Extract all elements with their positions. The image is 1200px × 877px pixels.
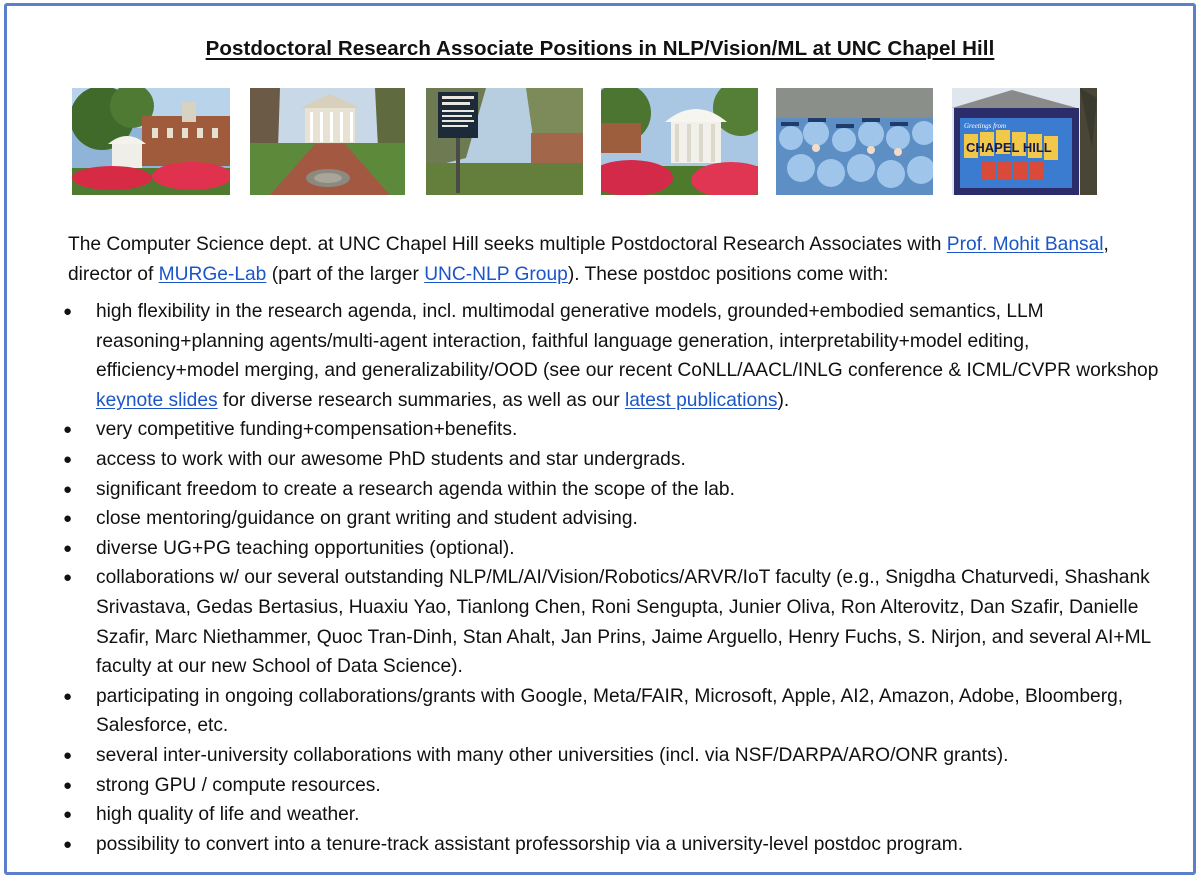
bullet-icon: ● — [63, 835, 73, 853]
bullet-text: high flexibility in the research agenda, incl. multimodal generative models, grounded+embodied semantics, LLM reasoning+planning agents/multi-agent interaction, faithful language generation, interpretability+model editing, efficiency+model merging, and generalizability/OOD (see our recent CoNLL/AACL/INLG conference & ICML/CVPR workshop — [96, 301, 1159, 382]
list-item — [61, 830, 1171, 860]
list-item — [61, 682, 1171, 741]
murge-lab-link[interactable]: MURGe-Lab — [158, 263, 267, 285]
bullet-icon: ● — [63, 303, 73, 320]
bullet-icon: ● — [63, 510, 73, 528]
bullet-text: for diverse research summaries, as well as our — [217, 389, 625, 411]
document-frame — [4, 3, 1196, 875]
bullet-text: strong GPU / compute resources. — [96, 774, 381, 796]
bullet-icon: ● — [63, 539, 73, 557]
list-item — [61, 445, 1171, 475]
bullet-icon: ● — [63, 687, 73, 705]
bullet-text: access to work with our awesome PhD students and star undergrads. — [96, 448, 686, 470]
greetings-mural-photo — [952, 88, 1097, 195]
bullet-text: participating in ongoing collaborations/grants with Google, Meta/FAIR, Microsoft, Apple, AI2, Amazon, Adobe, Bloomberg, Salesforce, etc. — [96, 685, 1124, 737]
intro-text-4: ). These postdoc positions come with: — [567, 263, 889, 285]
list-item — [61, 800, 1171, 830]
benefits-list — [61, 297, 1171, 859]
intro-text-1: The Computer Science dept. at UNC Chapel Hill seeks multiple Postdoctoral Research Associates with — [68, 234, 947, 255]
bullet-text: several inter-university collaborations with many other universities (incl. via NSF/DARPA/ARO/ONR grants). — [96, 744, 1009, 766]
list-item — [61, 741, 1171, 771]
bullet-text: significant freedom to create a research agenda within the scope of the lab. — [96, 478, 735, 500]
list-item — [61, 534, 1171, 564]
list-item — [61, 415, 1171, 445]
bullet-text: collaborations w/ our several outstanding NLP/ML/AI/Vision/Robotics/ARVR/IoT faculty (e.g., Snigdha Chaturvedi, Shashank Srivastava, Gedas Bertasius, Huaxiu Yao, Tianlong Chen, Roni Sengupta, Junier Oliva, Ron Alterovitz, Dan Szafir, Danielle Szafir, Marc Niethammer, Quoc Tran-Dinh, Stan Ahalt, Jan Prins, Jaime Arguello, Henry Fuchs, S. Nirjon, and several AI+ML faculty at our new School of Data Science). — [96, 567, 1151, 678]
latest-publications-link[interactable]: latest publications — [624, 389, 778, 411]
list-item — [61, 297, 1171, 415]
bullet-icon: ● — [63, 450, 73, 468]
prof-mohit-bansal-link[interactable]: Prof. Mohit Bansal — [946, 234, 1104, 255]
keynote-slides-link[interactable]: keynote slides — [96, 389, 218, 411]
historic-marker-photo — [426, 88, 583, 195]
bullet-text: high quality of life and weather. — [96, 804, 360, 826]
mural-city-text: CHAPEL HILL — [966, 140, 1052, 155]
list-item — [61, 504, 1171, 534]
bullet-icon: ● — [63, 776, 73, 794]
intro-text-3: (part of the larger — [266, 263, 425, 285]
bullet-text: possibility to convert into a tenure-track assistant professorship via a university-level postdoc program. — [96, 833, 964, 855]
list-item — [61, 563, 1171, 681]
campus-building-photo — [72, 88, 230, 195]
bullet-text: close mentoring/guidance on grant writing and student advising. — [96, 508, 638, 530]
photo-strip — [72, 88, 1097, 195]
mural-greeting-text: Greetings from — [964, 122, 1007, 130]
brick-walkway-photo — [250, 88, 405, 195]
bullet-icon: ● — [63, 569, 73, 587]
list-item — [61, 771, 1171, 801]
bullet-text: ). — [777, 389, 790, 411]
page-title: Postdoctoral Research Associate Positions in NLP/Vision/ML at UNC Chapel Hill — [205, 37, 995, 60]
bullet-icon: ● — [63, 746, 73, 764]
intro-text-2: , director of — [68, 234, 1109, 285]
bullet-text: very competitive funding+compensation+benefits. — [96, 419, 518, 441]
graduation-photo — [776, 88, 933, 195]
list-item — [61, 475, 1171, 505]
old-well-photo — [601, 88, 758, 195]
intro-paragraph — [68, 230, 1178, 289]
bullet-icon: ● — [63, 480, 73, 498]
bullet-icon: ● — [63, 806, 73, 824]
unc-nlp-group-link[interactable]: UNC-NLP Group — [424, 263, 568, 285]
bullet-text: diverse UG+PG teaching opportunities (optional). — [96, 537, 515, 559]
bullet-icon: ● — [63, 421, 73, 439]
